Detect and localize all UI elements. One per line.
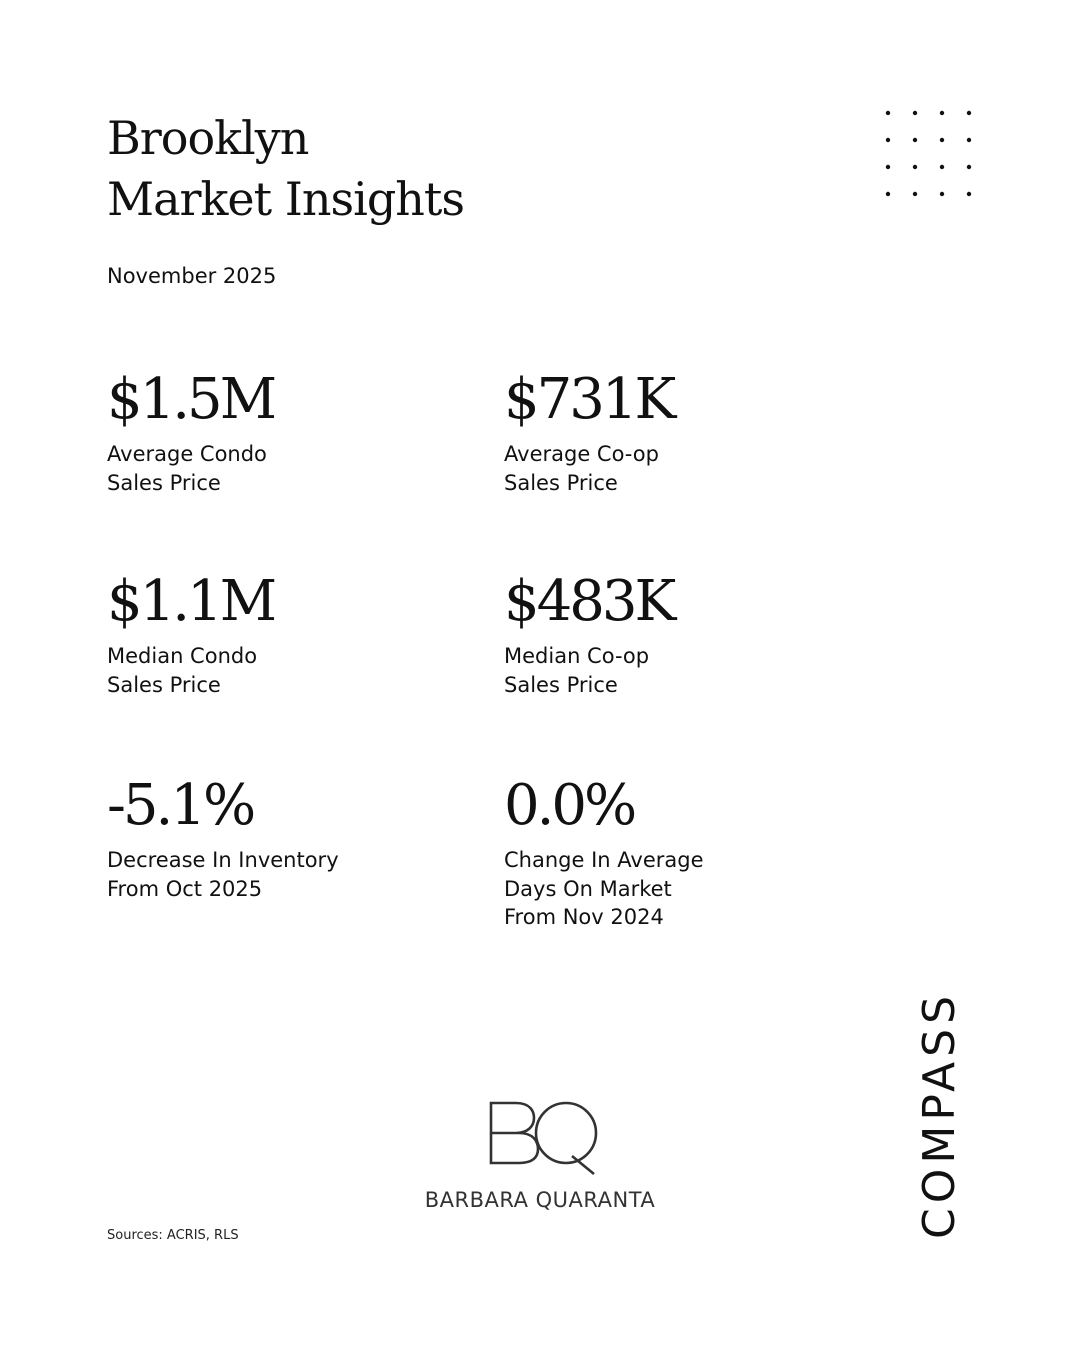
stat-average-condo-price bbox=[107, 367, 447, 497]
stat-label bbox=[107, 846, 447, 903]
stat-label-line: Decrease In Inventory bbox=[107, 848, 339, 872]
stat-label-line: Average Co-op bbox=[504, 442, 659, 466]
stat-label-line: Sales Price bbox=[504, 672, 618, 697]
stat-label bbox=[107, 642, 447, 699]
stat-value: $483K bbox=[504, 569, 674, 634]
stat-median-condo-price bbox=[107, 569, 447, 699]
stat-label-line: Average Condo bbox=[107, 442, 267, 466]
stat-value: -5.1% bbox=[107, 773, 254, 838]
dot-grid-decoration bbox=[882, 107, 982, 201]
stat-value: $1.1M bbox=[107, 569, 275, 634]
stat-label-line: From Nov 2024 bbox=[504, 905, 664, 929]
title-line-1: Brooklyn bbox=[107, 111, 309, 165]
stat-label bbox=[504, 440, 844, 497]
stat-label-line: Days On Market bbox=[504, 876, 672, 901]
stat-label-line: Sales Price bbox=[504, 470, 618, 495]
stat-label-line: Sales Price bbox=[107, 672, 221, 697]
page-title bbox=[107, 108, 464, 230]
report-date: November 2025 bbox=[107, 264, 277, 288]
compass-wordmark: COMPASS bbox=[914, 991, 965, 1239]
stat-label bbox=[107, 440, 447, 497]
stat-label-line: Change In Average bbox=[504, 848, 704, 872]
compass-logo bbox=[900, 985, 980, 1245]
stat-inventory-change bbox=[107, 773, 447, 903]
stat-label-line: Sales Price bbox=[107, 470, 221, 495]
stat-label-line: From Oct 2025 bbox=[107, 876, 263, 901]
stat-value: $1.5M bbox=[107, 367, 275, 432]
stat-value: $731K bbox=[504, 367, 674, 432]
stat-value: 0.0% bbox=[504, 773, 635, 838]
bq-monogram-logo bbox=[488, 1100, 598, 1176]
stat-days-on-market-change bbox=[504, 773, 844, 932]
stat-label-line: Median Co-op bbox=[504, 644, 650, 668]
agent-name: BARBARA QUARANTA bbox=[424, 1188, 656, 1212]
stat-average-coop-price bbox=[504, 367, 844, 497]
sources-note: Sources: ACRIS, RLS bbox=[107, 1228, 239, 1243]
title-line-2: Market Insights bbox=[107, 172, 464, 226]
stat-label bbox=[504, 642, 844, 699]
stat-label bbox=[504, 846, 844, 932]
stat-label-line: Median Condo bbox=[107, 644, 258, 668]
stat-median-coop-price bbox=[504, 569, 844, 699]
